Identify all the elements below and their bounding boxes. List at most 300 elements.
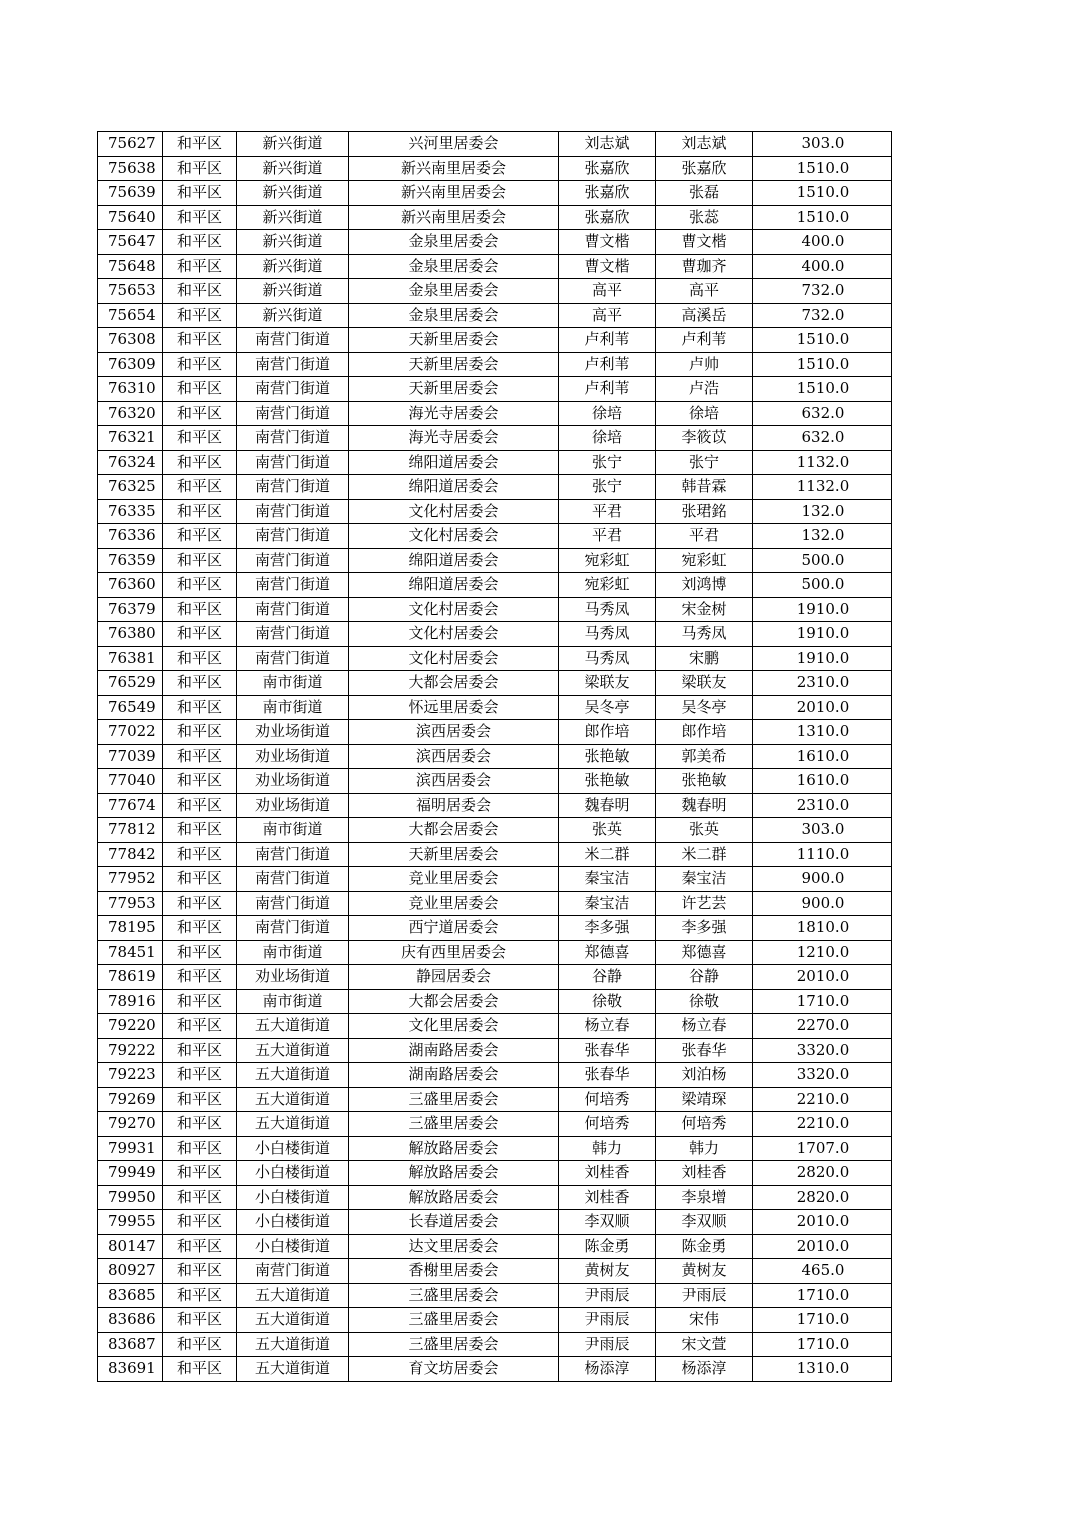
record-id-cell: 79269 bbox=[98, 1087, 163, 1112]
record-id-cell: 83686 bbox=[98, 1308, 163, 1333]
committee-cell: 长春道居委会 bbox=[349, 1210, 559, 1235]
district-cell: 和平区 bbox=[163, 818, 237, 843]
committee-cell: 三盛里居委会 bbox=[349, 1308, 559, 1333]
householder-cell: 刘桂香 bbox=[559, 1185, 656, 1210]
record-id-cell: 79950 bbox=[98, 1185, 163, 1210]
district-cell: 和平区 bbox=[163, 1038, 237, 1063]
record-id-cell: 79949 bbox=[98, 1161, 163, 1186]
district-cell: 和平区 bbox=[163, 769, 237, 794]
committee-cell: 海光寺居委会 bbox=[349, 426, 559, 451]
amount-cell: 132.0 bbox=[753, 524, 892, 549]
table-row bbox=[98, 744, 892, 769]
subdistrict-cell: 劝业场街道 bbox=[237, 720, 349, 745]
amount-cell: 1310.0 bbox=[753, 720, 892, 745]
table-row bbox=[98, 156, 892, 181]
table-row bbox=[98, 622, 892, 647]
committee-cell: 三盛里居委会 bbox=[349, 1112, 559, 1137]
member-cell: 张艳敏 bbox=[656, 769, 753, 794]
table-row bbox=[98, 720, 892, 745]
member-cell: 杨立春 bbox=[656, 1014, 753, 1039]
amount-cell: 132.0 bbox=[753, 499, 892, 524]
member-cell: 平君 bbox=[656, 524, 753, 549]
amount-cell: 1510.0 bbox=[753, 377, 892, 402]
amount-cell: 2010.0 bbox=[753, 1234, 892, 1259]
member-cell: 刘志斌 bbox=[656, 132, 753, 157]
table-row bbox=[98, 573, 892, 598]
committee-cell: 静园居委会 bbox=[349, 965, 559, 990]
district-cell: 和平区 bbox=[163, 1332, 237, 1357]
subdistrict-cell: 南营门街道 bbox=[237, 352, 349, 377]
district-cell: 和平区 bbox=[163, 524, 237, 549]
record-id-cell: 75640 bbox=[98, 205, 163, 230]
district-cell: 和平区 bbox=[163, 940, 237, 965]
amount-cell: 303.0 bbox=[753, 132, 892, 157]
district-cell: 和平区 bbox=[163, 622, 237, 647]
member-cell: 宛彩虹 bbox=[656, 548, 753, 573]
householder-cell: 韩力 bbox=[559, 1136, 656, 1161]
subdistrict-cell: 新兴街道 bbox=[237, 205, 349, 230]
table-row bbox=[98, 132, 892, 157]
householder-cell: 张宁 bbox=[559, 450, 656, 475]
householder-cell: 杨添淳 bbox=[559, 1357, 656, 1382]
householder-cell: 张春华 bbox=[559, 1038, 656, 1063]
member-cell: 李多强 bbox=[656, 916, 753, 941]
table-row bbox=[98, 842, 892, 867]
committee-cell: 大都会居委会 bbox=[349, 989, 559, 1014]
record-id-cell: 78619 bbox=[98, 965, 163, 990]
member-cell: 宋文萱 bbox=[656, 1332, 753, 1357]
householder-cell: 张艳敏 bbox=[559, 744, 656, 769]
householder-cell: 曹文楷 bbox=[559, 254, 656, 279]
amount-cell: 2310.0 bbox=[753, 671, 892, 696]
householder-cell: 何培秀 bbox=[559, 1087, 656, 1112]
district-cell: 和平区 bbox=[163, 671, 237, 696]
record-id-cell: 76529 bbox=[98, 671, 163, 696]
record-id-cell: 75654 bbox=[98, 303, 163, 328]
district-cell: 和平区 bbox=[163, 230, 237, 255]
record-id-cell: 79931 bbox=[98, 1136, 163, 1161]
table-row bbox=[98, 1161, 892, 1186]
table-row bbox=[98, 499, 892, 524]
member-cell: 卢帅 bbox=[656, 352, 753, 377]
member-cell: 谷静 bbox=[656, 965, 753, 990]
subdistrict-cell: 南市街道 bbox=[237, 989, 349, 1014]
householder-cell: 梁联友 bbox=[559, 671, 656, 696]
table-row bbox=[98, 965, 892, 990]
subdistrict-cell: 南营门街道 bbox=[237, 842, 349, 867]
table-row bbox=[98, 230, 892, 255]
amount-cell: 1132.0 bbox=[753, 450, 892, 475]
district-cell: 和平区 bbox=[163, 597, 237, 622]
committee-cell: 兴河里居委会 bbox=[349, 132, 559, 157]
amount-cell: 900.0 bbox=[753, 867, 892, 892]
district-cell: 和平区 bbox=[163, 1283, 237, 1308]
record-id-cell: 79955 bbox=[98, 1210, 163, 1235]
district-cell: 和平区 bbox=[163, 1357, 237, 1382]
table-row bbox=[98, 989, 892, 1014]
subdistrict-cell: 新兴街道 bbox=[237, 279, 349, 304]
district-cell: 和平区 bbox=[163, 132, 237, 157]
amount-cell: 1510.0 bbox=[753, 328, 892, 353]
subdistrict-cell: 南营门街道 bbox=[237, 499, 349, 524]
table-row bbox=[98, 1185, 892, 1210]
committee-cell: 绵阳道居委会 bbox=[349, 450, 559, 475]
amount-cell: 632.0 bbox=[753, 426, 892, 451]
member-cell: 卢利苇 bbox=[656, 328, 753, 353]
committee-cell: 解放路居委会 bbox=[349, 1161, 559, 1186]
table-row bbox=[98, 426, 892, 451]
subdistrict-cell: 劝业场街道 bbox=[237, 793, 349, 818]
subdistrict-cell: 新兴街道 bbox=[237, 156, 349, 181]
record-id-cell: 77040 bbox=[98, 769, 163, 794]
householder-cell: 张艳敏 bbox=[559, 769, 656, 794]
subdistrict-cell: 小白楼街道 bbox=[237, 1136, 349, 1161]
householder-cell: 张嘉欣 bbox=[559, 205, 656, 230]
table-row bbox=[98, 1332, 892, 1357]
householder-cell: 高平 bbox=[559, 279, 656, 304]
table-body bbox=[98, 132, 892, 1382]
amount-cell: 1710.0 bbox=[753, 1283, 892, 1308]
district-cell: 和平区 bbox=[163, 1185, 237, 1210]
subdistrict-cell: 南营门街道 bbox=[237, 401, 349, 426]
amount-cell: 732.0 bbox=[753, 279, 892, 304]
district-cell: 和平区 bbox=[163, 450, 237, 475]
amount-cell: 1710.0 bbox=[753, 989, 892, 1014]
committee-cell: 金泉里居委会 bbox=[349, 230, 559, 255]
householder-cell: 尹雨辰 bbox=[559, 1308, 656, 1333]
district-cell: 和平区 bbox=[163, 1161, 237, 1186]
member-cell: 魏春明 bbox=[656, 793, 753, 818]
householder-cell: 马秀凤 bbox=[559, 622, 656, 647]
member-cell: 黄树友 bbox=[656, 1259, 753, 1284]
amount-cell: 1310.0 bbox=[753, 1357, 892, 1382]
table-row bbox=[98, 818, 892, 843]
committee-cell: 湖南路居委会 bbox=[349, 1038, 559, 1063]
committee-cell: 香榭里居委会 bbox=[349, 1259, 559, 1284]
member-cell: 刘鸿博 bbox=[656, 573, 753, 598]
subdistrict-cell: 南营门街道 bbox=[237, 916, 349, 941]
member-cell: 张宁 bbox=[656, 450, 753, 475]
record-id-cell: 76325 bbox=[98, 475, 163, 500]
subdistrict-cell: 五大道街道 bbox=[237, 1014, 349, 1039]
amount-cell: 303.0 bbox=[753, 818, 892, 843]
member-cell: 何培秀 bbox=[656, 1112, 753, 1137]
committee-cell: 天新里居委会 bbox=[349, 377, 559, 402]
committee-cell: 海光寺居委会 bbox=[349, 401, 559, 426]
district-cell: 和平区 bbox=[163, 499, 237, 524]
table-row bbox=[98, 377, 892, 402]
district-cell: 和平区 bbox=[163, 573, 237, 598]
committee-cell: 湖南路居委会 bbox=[349, 1063, 559, 1088]
amount-cell: 1707.0 bbox=[753, 1136, 892, 1161]
member-cell: 梁联友 bbox=[656, 671, 753, 696]
householder-cell: 吴冬亭 bbox=[559, 695, 656, 720]
district-cell: 和平区 bbox=[163, 156, 237, 181]
householder-cell: 张春华 bbox=[559, 1063, 656, 1088]
subdistrict-cell: 南营门街道 bbox=[237, 867, 349, 892]
committee-cell: 文化村居委会 bbox=[349, 524, 559, 549]
householder-cell: 张英 bbox=[559, 818, 656, 843]
committee-cell: 达文里居委会 bbox=[349, 1234, 559, 1259]
table-row bbox=[98, 769, 892, 794]
subdistrict-cell: 南营门街道 bbox=[237, 426, 349, 451]
record-id-cell: 76310 bbox=[98, 377, 163, 402]
committee-cell: 新兴南里居委会 bbox=[349, 181, 559, 206]
record-id-cell: 76321 bbox=[98, 426, 163, 451]
record-id-cell: 76359 bbox=[98, 548, 163, 573]
district-cell: 和平区 bbox=[163, 842, 237, 867]
householder-cell: 魏春明 bbox=[559, 793, 656, 818]
amount-cell: 465.0 bbox=[753, 1259, 892, 1284]
table-row bbox=[98, 205, 892, 230]
member-cell: 高溪岳 bbox=[656, 303, 753, 328]
record-id-cell: 76380 bbox=[98, 622, 163, 647]
record-id-cell: 77952 bbox=[98, 867, 163, 892]
amount-cell: 1910.0 bbox=[753, 622, 892, 647]
record-id-cell: 79222 bbox=[98, 1038, 163, 1063]
member-cell: 尹雨辰 bbox=[656, 1283, 753, 1308]
amount-cell: 732.0 bbox=[753, 303, 892, 328]
committee-cell: 绵阳道居委会 bbox=[349, 573, 559, 598]
subdistrict-cell: 劝业场街道 bbox=[237, 769, 349, 794]
district-cell: 和平区 bbox=[163, 548, 237, 573]
district-cell: 和平区 bbox=[163, 181, 237, 206]
amount-cell: 2010.0 bbox=[753, 1210, 892, 1235]
householder-cell: 刘桂香 bbox=[559, 1161, 656, 1186]
subdistrict-cell: 南营门街道 bbox=[237, 328, 349, 353]
householder-cell: 宛彩虹 bbox=[559, 548, 656, 573]
district-cell: 和平区 bbox=[163, 1259, 237, 1284]
committee-cell: 新兴南里居委会 bbox=[349, 205, 559, 230]
member-cell: 刘泊杨 bbox=[656, 1063, 753, 1088]
householder-cell: 曹文楷 bbox=[559, 230, 656, 255]
table-row bbox=[98, 1038, 892, 1063]
table-row bbox=[98, 1210, 892, 1235]
amount-cell: 1810.0 bbox=[753, 916, 892, 941]
record-id-cell: 75648 bbox=[98, 254, 163, 279]
member-cell: 米二群 bbox=[656, 842, 753, 867]
table-row bbox=[98, 254, 892, 279]
committee-cell: 滨西居委会 bbox=[349, 769, 559, 794]
record-id-cell: 78451 bbox=[98, 940, 163, 965]
district-cell: 和平区 bbox=[163, 205, 237, 230]
householder-cell: 徐培 bbox=[559, 401, 656, 426]
committee-cell: 三盛里居委会 bbox=[349, 1087, 559, 1112]
member-cell: 曹文楷 bbox=[656, 230, 753, 255]
record-id-cell: 79223 bbox=[98, 1063, 163, 1088]
amount-cell: 1610.0 bbox=[753, 744, 892, 769]
subdistrict-cell: 新兴街道 bbox=[237, 230, 349, 255]
subdistrict-cell: 南营门街道 bbox=[237, 646, 349, 671]
committee-cell: 文化里居委会 bbox=[349, 1014, 559, 1039]
table-row bbox=[98, 1014, 892, 1039]
householder-cell: 米二群 bbox=[559, 842, 656, 867]
subdistrict-cell: 小白楼街道 bbox=[237, 1161, 349, 1186]
householder-cell: 郎作培 bbox=[559, 720, 656, 745]
district-cell: 和平区 bbox=[163, 475, 237, 500]
subdistrict-cell: 劝业场街道 bbox=[237, 965, 349, 990]
table-row bbox=[98, 401, 892, 426]
member-cell: 曹珈齐 bbox=[656, 254, 753, 279]
householder-cell: 谷静 bbox=[559, 965, 656, 990]
table-row bbox=[98, 1283, 892, 1308]
subdistrict-cell: 南营门街道 bbox=[237, 548, 349, 573]
district-cell: 和平区 bbox=[163, 744, 237, 769]
record-table bbox=[97, 131, 892, 1382]
member-cell: 梁靖琛 bbox=[656, 1087, 753, 1112]
district-cell: 和平区 bbox=[163, 352, 237, 377]
member-cell: 宋伟 bbox=[656, 1308, 753, 1333]
member-cell: 许艺芸 bbox=[656, 891, 753, 916]
committee-cell: 庆有西里居委会 bbox=[349, 940, 559, 965]
householder-cell: 卢利苇 bbox=[559, 377, 656, 402]
subdistrict-cell: 五大道街道 bbox=[237, 1063, 349, 1088]
table-row bbox=[98, 793, 892, 818]
householder-cell: 张嘉欣 bbox=[559, 156, 656, 181]
table-row bbox=[98, 475, 892, 500]
committee-cell: 绵阳道居委会 bbox=[349, 475, 559, 500]
householder-cell: 李多强 bbox=[559, 916, 656, 941]
committee-cell: 三盛里居委会 bbox=[349, 1332, 559, 1357]
committee-cell: 大都会居委会 bbox=[349, 671, 559, 696]
table-row bbox=[98, 1357, 892, 1382]
record-id-cell: 83687 bbox=[98, 1332, 163, 1357]
committee-cell: 金泉里居委会 bbox=[349, 279, 559, 304]
amount-cell: 2210.0 bbox=[753, 1112, 892, 1137]
member-cell: 徐敬 bbox=[656, 989, 753, 1014]
district-cell: 和平区 bbox=[163, 401, 237, 426]
subdistrict-cell: 南市街道 bbox=[237, 671, 349, 696]
table-row bbox=[98, 916, 892, 941]
householder-cell: 张宁 bbox=[559, 475, 656, 500]
member-cell: 陈金勇 bbox=[656, 1234, 753, 1259]
district-cell: 和平区 bbox=[163, 254, 237, 279]
member-cell: 卢浩 bbox=[656, 377, 753, 402]
amount-cell: 1910.0 bbox=[753, 646, 892, 671]
district-cell: 和平区 bbox=[163, 989, 237, 1014]
member-cell: 韩力 bbox=[656, 1136, 753, 1161]
member-cell: 马秀凤 bbox=[656, 622, 753, 647]
member-cell: 吴冬亭 bbox=[656, 695, 753, 720]
district-cell: 和平区 bbox=[163, 377, 237, 402]
amount-cell: 2310.0 bbox=[753, 793, 892, 818]
subdistrict-cell: 南市街道 bbox=[237, 818, 349, 843]
record-id-cell: 77674 bbox=[98, 793, 163, 818]
subdistrict-cell: 南市街道 bbox=[237, 695, 349, 720]
record-id-cell: 78195 bbox=[98, 916, 163, 941]
committee-cell: 绵阳道居委会 bbox=[349, 548, 559, 573]
district-cell: 和平区 bbox=[163, 1136, 237, 1161]
committee-cell: 滨西居委会 bbox=[349, 720, 559, 745]
householder-cell: 刘志斌 bbox=[559, 132, 656, 157]
member-cell: 刘桂香 bbox=[656, 1161, 753, 1186]
subdistrict-cell: 南营门街道 bbox=[237, 573, 349, 598]
subdistrict-cell: 新兴街道 bbox=[237, 132, 349, 157]
member-cell: 张英 bbox=[656, 818, 753, 843]
committee-cell: 解放路居委会 bbox=[349, 1136, 559, 1161]
subdistrict-cell: 南营门街道 bbox=[237, 891, 349, 916]
record-id-cell: 76335 bbox=[98, 499, 163, 524]
member-cell: 郎作培 bbox=[656, 720, 753, 745]
subdistrict-cell: 新兴街道 bbox=[237, 181, 349, 206]
subdistrict-cell: 南营门街道 bbox=[237, 597, 349, 622]
committee-cell: 金泉里居委会 bbox=[349, 303, 559, 328]
table-row bbox=[98, 1234, 892, 1259]
district-cell: 和平区 bbox=[163, 1063, 237, 1088]
amount-cell: 400.0 bbox=[753, 254, 892, 279]
member-cell: 宋鹏 bbox=[656, 646, 753, 671]
committee-cell: 竞业里居委会 bbox=[349, 867, 559, 892]
record-id-cell: 76336 bbox=[98, 524, 163, 549]
table-row bbox=[98, 867, 892, 892]
member-cell: 韩昔霖 bbox=[656, 475, 753, 500]
householder-cell: 李双顺 bbox=[559, 1210, 656, 1235]
householder-cell: 马秀凤 bbox=[559, 646, 656, 671]
record-id-cell: 77039 bbox=[98, 744, 163, 769]
committee-cell: 怀远里居委会 bbox=[349, 695, 559, 720]
member-cell: 高平 bbox=[656, 279, 753, 304]
amount-cell: 2820.0 bbox=[753, 1185, 892, 1210]
table-row bbox=[98, 524, 892, 549]
committee-cell: 新兴南里居委会 bbox=[349, 156, 559, 181]
subdistrict-cell: 南营门街道 bbox=[237, 622, 349, 647]
householder-cell: 高平 bbox=[559, 303, 656, 328]
amount-cell: 2210.0 bbox=[753, 1087, 892, 1112]
committee-cell: 天新里居委会 bbox=[349, 328, 559, 353]
householder-cell: 平君 bbox=[559, 524, 656, 549]
district-cell: 和平区 bbox=[163, 1234, 237, 1259]
table-row bbox=[98, 646, 892, 671]
district-cell: 和平区 bbox=[163, 1014, 237, 1039]
amount-cell: 1910.0 bbox=[753, 597, 892, 622]
amount-cell: 632.0 bbox=[753, 401, 892, 426]
district-cell: 和平区 bbox=[163, 646, 237, 671]
amount-cell: 1510.0 bbox=[753, 181, 892, 206]
table-row bbox=[98, 279, 892, 304]
record-id-cell: 78916 bbox=[98, 989, 163, 1014]
member-cell: 郑德喜 bbox=[656, 940, 753, 965]
committee-cell: 文化村居委会 bbox=[349, 646, 559, 671]
householder-cell: 平君 bbox=[559, 499, 656, 524]
committee-cell: 福明居委会 bbox=[349, 793, 559, 818]
amount-cell: 1110.0 bbox=[753, 842, 892, 867]
record-id-cell: 80927 bbox=[98, 1259, 163, 1284]
subdistrict-cell: 五大道街道 bbox=[237, 1112, 349, 1137]
subdistrict-cell: 五大道街道 bbox=[237, 1308, 349, 1333]
subdistrict-cell: 小白楼街道 bbox=[237, 1185, 349, 1210]
table-row bbox=[98, 695, 892, 720]
record-id-cell: 77842 bbox=[98, 842, 163, 867]
record-id-cell: 75653 bbox=[98, 279, 163, 304]
householder-cell: 何培秀 bbox=[559, 1112, 656, 1137]
table-row bbox=[98, 1259, 892, 1284]
district-cell: 和平区 bbox=[163, 867, 237, 892]
householder-cell: 卢利苇 bbox=[559, 352, 656, 377]
committee-cell: 文化村居委会 bbox=[349, 622, 559, 647]
table-row bbox=[98, 450, 892, 475]
record-id-cell: 77953 bbox=[98, 891, 163, 916]
table-row bbox=[98, 1087, 892, 1112]
householder-cell: 徐培 bbox=[559, 426, 656, 451]
amount-cell: 1510.0 bbox=[753, 352, 892, 377]
subdistrict-cell: 五大道街道 bbox=[237, 1283, 349, 1308]
table-row bbox=[98, 1112, 892, 1137]
householder-cell: 黄树友 bbox=[559, 1259, 656, 1284]
district-cell: 和平区 bbox=[163, 695, 237, 720]
subdistrict-cell: 南营门街道 bbox=[237, 450, 349, 475]
member-cell: 李筱苡 bbox=[656, 426, 753, 451]
subdistrict-cell: 南市街道 bbox=[237, 940, 349, 965]
